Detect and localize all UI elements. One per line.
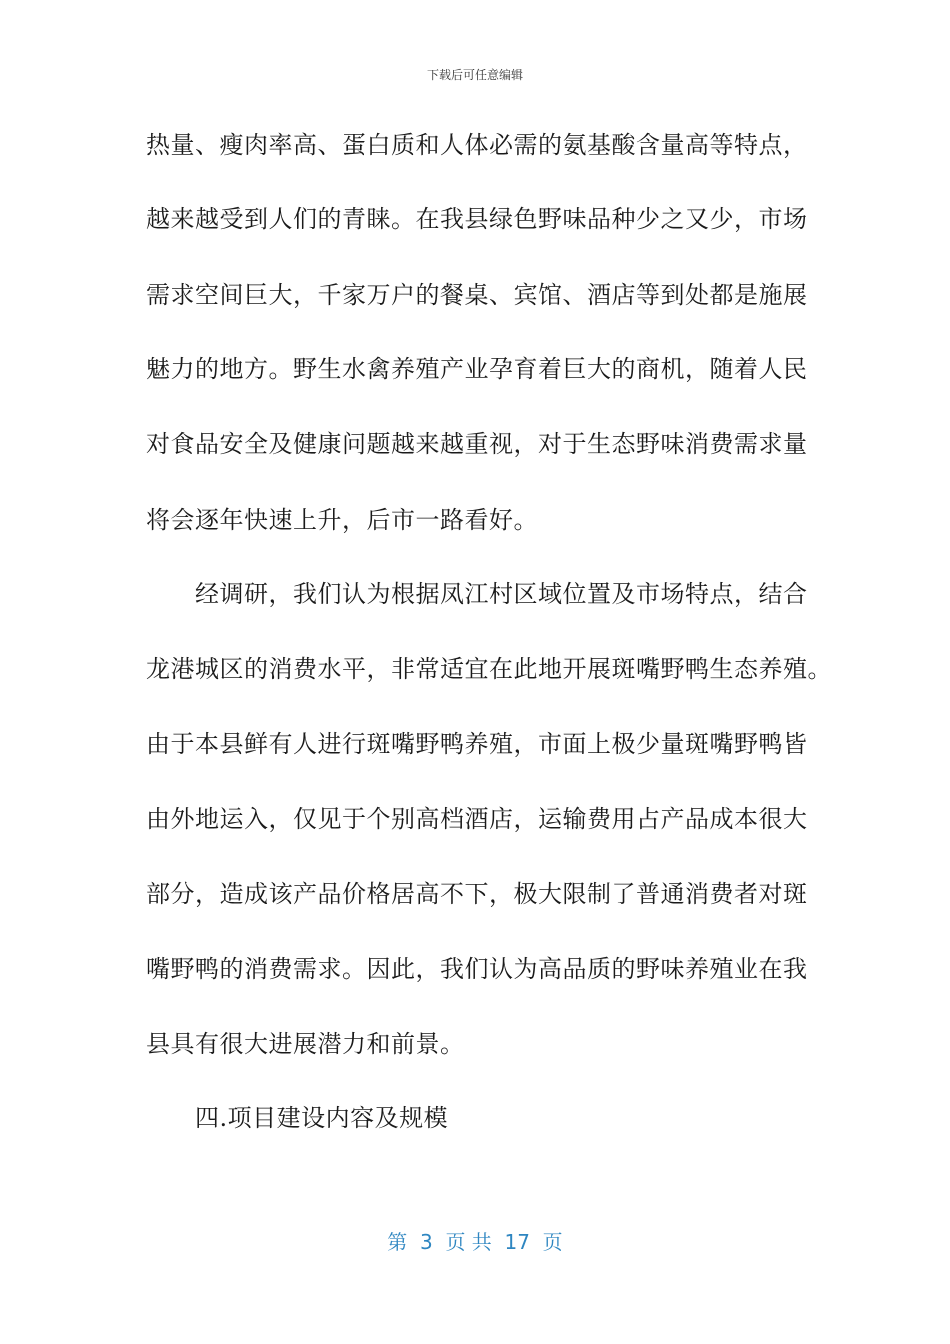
text-line: 对食品安全及健康问题越来越重视，对于生态野味消费需求量 bbox=[146, 430, 808, 458]
text-line: 嘴野鸭的消费需求。因此，我们认为高品质的野味养殖业在我 bbox=[146, 955, 808, 983]
text-line: 县具有很大进展潜力和前景。 bbox=[146, 1030, 465, 1058]
text-line: 热量、瘦肉率高、蛋白质和人体必需的氨基酸含量高等特点， bbox=[146, 131, 808, 159]
text-line: 部分，造成该产品价格居高不下，极大限制了普通消费者对斑 bbox=[146, 880, 808, 908]
section-heading: 四.项目建设内容及规模 bbox=[146, 1104, 449, 1132]
text-line: 经调研，我们认为根据凤江村区域位置及市场特点，结合 bbox=[146, 580, 808, 608]
text-line: 龙港城区的消费水平，非常适宜在此地开展斑嘴野鸭生态养殖。 bbox=[146, 655, 832, 683]
page-number-footer: 第 3 页 共 17 页 bbox=[387, 1230, 563, 1254]
text-line: 魅力的地方。野生水禽养殖产业孕育着巨大的商机，随着人民 bbox=[146, 355, 808, 383]
text-line: 将会逐年快速上升，后市一路看好。 bbox=[146, 506, 538, 534]
text-line: 越来越受到人们的青睐。在我县绿色野味品种少之又少，市场 bbox=[146, 205, 808, 233]
text-line: 需求空间巨大，千家万户的餐桌、宾馆、酒店等到处都是施展 bbox=[146, 281, 808, 309]
text-line: 由于本县鲜有人进行斑嘴野鸭养殖，市面上极少量斑嘴野鸭皆 bbox=[146, 730, 808, 758]
page-header: 下载后可任意编辑 bbox=[426, 68, 523, 82]
text-line: 由外地运入，仅见于个别高档酒店，运输费用占产品成本很大 bbox=[146, 805, 808, 833]
